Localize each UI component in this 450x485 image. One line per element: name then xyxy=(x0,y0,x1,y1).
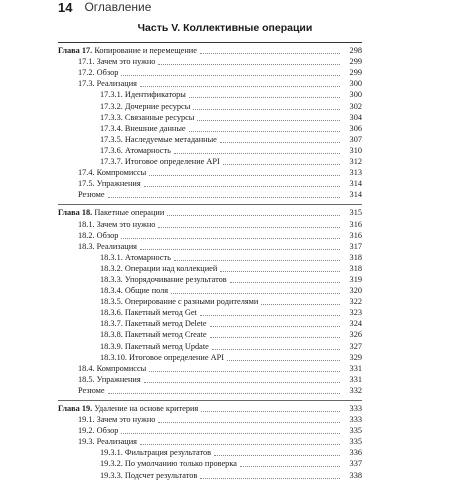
entry-label xyxy=(58,342,212,352)
leader-dots xyxy=(158,422,340,423)
part-title: Часть V. Коллективные операции xyxy=(137,22,313,34)
leader-dots xyxy=(108,393,340,394)
entry-text: 17.3.1. Идентификаторы xyxy=(100,90,186,100)
toc-entry[interactable] xyxy=(58,469,362,480)
entry-text: 18.5. Упражнения xyxy=(78,374,141,384)
entry-text: 19.3.2. По умолчанию только проверка xyxy=(100,459,237,469)
leader-dots xyxy=(149,371,340,372)
entry-label xyxy=(58,68,121,78)
leader-dots xyxy=(210,337,340,338)
entry-label xyxy=(58,113,197,123)
leader-dots xyxy=(189,131,340,132)
chapter-block xyxy=(58,43,362,204)
entry-text: 18.3.7. Пакетный метод Delete xyxy=(100,319,207,329)
entry-page-number: 318 xyxy=(340,264,362,274)
toc-entry[interactable] xyxy=(58,145,362,156)
toc-entry[interactable] xyxy=(58,318,362,329)
entry-label xyxy=(58,264,220,274)
page-header xyxy=(58,0,151,14)
entry-text: 18.3. Реализация xyxy=(78,241,137,251)
leader-dots xyxy=(210,326,340,327)
leader-dots xyxy=(189,97,340,98)
leader-dots xyxy=(121,75,340,76)
entry-text: 18.3.9. Пакетный метод Update xyxy=(100,341,209,351)
leader-dots xyxy=(140,444,340,445)
leader-dots xyxy=(121,238,340,239)
entry-label xyxy=(58,242,140,252)
entry-text: 18.4. Компромиссы xyxy=(78,363,147,373)
entry-label xyxy=(58,57,158,67)
entry-label xyxy=(58,426,121,436)
entry-label xyxy=(58,471,200,481)
chapter-prefix: Глава 17. xyxy=(58,46,93,56)
toc-entry[interactable] xyxy=(58,458,362,469)
toc-entry[interactable] xyxy=(58,189,362,200)
entry-text: 18.3.5. Оперирование с разными родителями xyxy=(100,297,259,307)
toc-entry[interactable] xyxy=(58,112,362,123)
leader-dots xyxy=(174,153,340,154)
entry-page-number: 331 xyxy=(340,375,362,385)
entry-label xyxy=(58,275,230,285)
entry-page-number: 302 xyxy=(340,102,362,112)
leader-dots xyxy=(201,411,340,412)
entry-text: 19.2. Обзор xyxy=(78,426,119,436)
entry-label xyxy=(58,330,210,340)
entry-page-number: 299 xyxy=(340,68,362,78)
entry-text: 17.3.3. Связанные ресурсы xyxy=(100,112,195,122)
entry-text: 19.3.1. Фильтрация результатов xyxy=(100,448,212,458)
entry-page-number: 307 xyxy=(340,135,362,145)
entry-label xyxy=(58,231,121,241)
leader-dots xyxy=(149,175,340,176)
entry-label xyxy=(58,102,193,112)
leader-dots xyxy=(171,293,340,294)
chapter-block xyxy=(58,401,362,485)
toc-entry[interactable] xyxy=(58,363,362,374)
chapter-title xyxy=(58,404,201,414)
entry-text: 17.2. Обзор xyxy=(78,68,119,78)
toc-entry[interactable] xyxy=(58,263,362,274)
leader-dots xyxy=(220,271,340,272)
entry-label xyxy=(58,319,210,329)
entry-page-number: 324 xyxy=(340,319,362,329)
toc-entry[interactable] xyxy=(58,425,362,436)
entry-text: 19.3.3. Подсчет результатов xyxy=(100,470,198,480)
toc-entry[interactable] xyxy=(58,329,362,340)
entry-page-number: 298 xyxy=(340,46,362,56)
leader-dots xyxy=(227,360,340,361)
entry-text: 18.3.4. Общие поля xyxy=(100,286,169,296)
entry-text: 18.3.3. Упорядочивание результатов xyxy=(100,274,227,284)
entry-page-number: 316 xyxy=(340,231,362,241)
entry-page-number: 299 xyxy=(340,57,362,67)
running-title: Оглавление xyxy=(84,0,152,14)
entry-page-number: 335 xyxy=(340,437,362,447)
toc-entry[interactable] xyxy=(58,296,362,307)
page-number: 14 xyxy=(58,0,73,15)
entry-page-number: 313 xyxy=(340,168,362,178)
entry-page-number: 327 xyxy=(340,342,362,352)
chapter-name: Пакетные операции xyxy=(94,208,165,218)
entry-label xyxy=(58,124,189,134)
chapter-block xyxy=(58,205,362,400)
entry-page-number: 335 xyxy=(340,426,362,436)
entry-page-number: 300 xyxy=(340,90,362,100)
leader-dots xyxy=(158,227,340,228)
entry-text: 17.1. Зачем это нужно xyxy=(78,57,156,67)
chapter-row[interactable] xyxy=(58,403,362,414)
entry-label xyxy=(58,375,144,385)
entry-label xyxy=(58,386,108,396)
entry-page-number: 300 xyxy=(340,79,362,89)
entry-text: Резюме xyxy=(78,385,105,395)
chapter-row[interactable] xyxy=(58,207,362,218)
toc-entry[interactable] xyxy=(58,134,362,145)
toc-entry[interactable] xyxy=(58,385,362,396)
toc-entry[interactable] xyxy=(58,167,362,178)
entry-page-number: 323 xyxy=(340,308,362,318)
entry-label xyxy=(58,146,174,156)
entry-text: 18.3.6. Пакетный метод Get xyxy=(100,308,197,318)
toc-entry[interactable] xyxy=(58,285,362,296)
entry-text: Резюме xyxy=(78,190,105,200)
entry-label xyxy=(58,179,144,189)
chapter-name: Копирование и перемещение xyxy=(94,46,197,56)
entry-text: 18.3.1. Атомарность xyxy=(100,252,171,262)
toc-entry[interactable] xyxy=(58,100,362,111)
entry-label xyxy=(58,220,158,230)
entry-page-number: 310 xyxy=(340,146,362,156)
toc-entry[interactable] xyxy=(58,218,362,229)
entry-text: 19.3. Реализация xyxy=(78,437,137,447)
entry-page-number: 315 xyxy=(340,208,362,218)
entry-page-number: 333 xyxy=(340,415,362,425)
toc-entry[interactable] xyxy=(58,230,362,241)
entry-page-number: 314 xyxy=(340,190,362,200)
entry-page-number: 322 xyxy=(340,297,362,307)
leader-dots xyxy=(121,433,340,434)
entry-text: 18.2. Обзор xyxy=(78,230,119,240)
chapter-title xyxy=(58,46,200,56)
entry-page-number: 312 xyxy=(340,157,362,167)
leader-dots xyxy=(212,349,340,350)
chapter-row[interactable] xyxy=(58,45,362,56)
leader-dots xyxy=(144,382,340,383)
entry-label xyxy=(58,459,240,469)
entry-page-number: 319 xyxy=(340,275,362,285)
leader-dots xyxy=(200,478,340,479)
toc-entry[interactable] xyxy=(58,274,362,285)
leader-dots xyxy=(167,215,340,216)
leader-dots xyxy=(200,315,340,316)
chapter-prefix: Глава 18. xyxy=(58,208,93,218)
toc-entry[interactable] xyxy=(58,307,362,318)
leader-dots xyxy=(140,249,340,250)
entry-text: 17.3.4. Внешние данные xyxy=(100,123,186,133)
entry-text: 17.3.6. Атомарность xyxy=(100,145,171,155)
entry-label xyxy=(58,415,158,425)
leader-dots xyxy=(220,142,340,143)
entry-page-number: 318 xyxy=(340,253,362,263)
entry-label xyxy=(58,286,171,296)
entry-label xyxy=(58,297,261,307)
entry-page-number: 337 xyxy=(340,459,362,469)
toc-entry[interactable] xyxy=(58,252,362,263)
leader-dots xyxy=(140,86,340,87)
entry-label xyxy=(58,190,108,200)
leader-dots xyxy=(200,53,340,54)
entry-label xyxy=(58,168,149,178)
leader-dots xyxy=(197,120,340,121)
entry-page-number: 320 xyxy=(340,286,362,296)
toc-entry[interactable] xyxy=(58,67,362,78)
leader-dots xyxy=(193,109,340,110)
entry-text: 17.5. Упражнения xyxy=(78,179,141,189)
entry-label xyxy=(58,308,200,318)
leader-dots xyxy=(240,466,340,467)
chapter-title xyxy=(58,208,167,218)
leader-dots xyxy=(144,186,340,187)
leader-dots xyxy=(174,260,340,261)
entry-page-number: 316 xyxy=(340,220,362,230)
entry-label xyxy=(58,364,149,374)
entry-text: 19.1. Зачем это нужно xyxy=(78,415,156,425)
chapter-prefix: Глава 19. xyxy=(58,404,93,413)
entry-text: 18.3.8. Пакетный метод Create xyxy=(100,330,207,340)
entry-page-number: 304 xyxy=(340,113,362,123)
entry-text: 18.1. Зачем это нужно xyxy=(78,219,156,229)
entry-page-number: 326 xyxy=(340,330,362,340)
toc-entry[interactable] xyxy=(58,123,362,134)
toc-entry[interactable] xyxy=(58,447,362,458)
entry-page-number: 336 xyxy=(340,448,362,458)
entry-page-number: 306 xyxy=(340,124,362,134)
leader-dots xyxy=(223,164,340,165)
entry-page-number: 332 xyxy=(340,386,362,396)
toc-entry[interactable] xyxy=(58,340,362,351)
toc-entry[interactable] xyxy=(58,78,362,89)
toc-entry[interactable] xyxy=(58,56,362,67)
toc-entry[interactable] xyxy=(58,241,362,252)
entry-label xyxy=(58,157,223,167)
leader-dots xyxy=(261,304,340,305)
entry-label xyxy=(58,79,140,89)
entry-label xyxy=(58,353,227,363)
entry-text: 17.3.7. Итоговое определение API xyxy=(100,157,220,167)
entry-label xyxy=(58,437,140,447)
entry-page-number: 331 xyxy=(340,364,362,374)
entry-page-number: 333 xyxy=(340,404,362,414)
entry-label xyxy=(58,90,189,100)
entry-page-number: 317 xyxy=(340,242,362,252)
toc-entry[interactable] xyxy=(58,414,362,425)
entry-text: 17.3.2. Дочерние ресурсы xyxy=(100,101,191,111)
toc-entry[interactable] xyxy=(58,436,362,447)
entry-text: 18.3.2. Операции над коллекцией xyxy=(100,263,218,273)
table-of-contents xyxy=(58,42,362,485)
entry-text: 17.3.5. Наследуемые метаданные xyxy=(100,134,217,144)
toc-entry[interactable] xyxy=(58,352,362,363)
entry-label xyxy=(58,135,220,145)
leader-dots xyxy=(158,64,340,65)
entry-page-number: 314 xyxy=(340,179,362,189)
entry-text: 17.4. Компромиссы xyxy=(78,168,147,178)
leader-dots xyxy=(214,455,340,456)
leader-dots xyxy=(230,282,340,283)
chapter-name: Удаление на основе критерия xyxy=(94,404,199,413)
entry-text: 18.3.10. Итоговое определение API xyxy=(100,352,224,362)
entry-page-number: 338 xyxy=(340,471,362,481)
entry-text: 17.3. Реализация xyxy=(78,79,137,89)
toc-entry[interactable] xyxy=(58,156,362,167)
toc-entry[interactable] xyxy=(58,89,362,100)
toc-entry[interactable] xyxy=(58,374,362,385)
leader-dots xyxy=(108,197,340,198)
toc-entry[interactable] xyxy=(58,178,362,189)
entry-label xyxy=(58,253,174,263)
entry-page-number: 329 xyxy=(340,353,362,363)
